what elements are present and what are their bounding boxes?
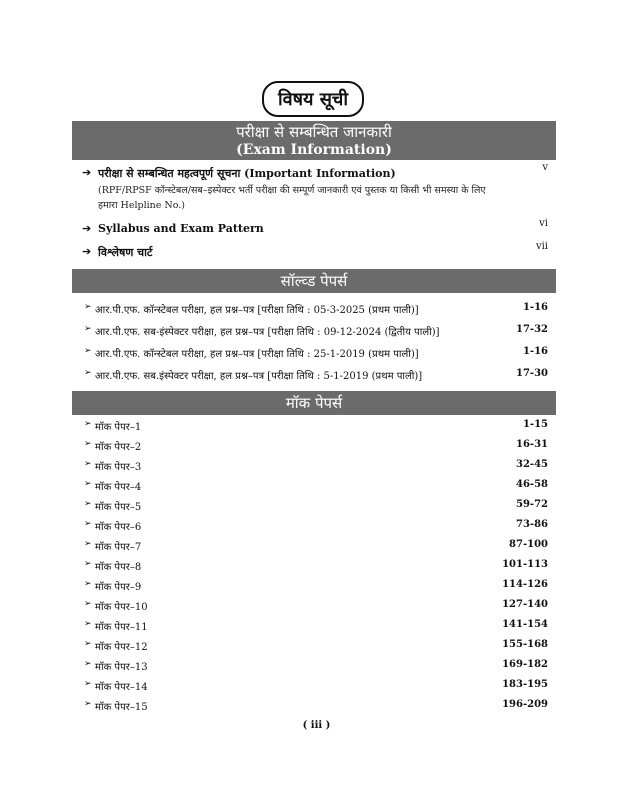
mock-paper-entry[interactable] — [84, 479, 548, 495]
entry-label: मॉक पेपर–1 — [95, 422, 142, 433]
entry-page: 87-100 — [509, 539, 548, 550]
bullet-arrow-icon: ➢ — [84, 302, 92, 312]
section-heading-english: (Exam Information) — [236, 142, 392, 158]
entry-label: आर.पी.एफ. सब-इंस्पेक्टर परीक्षा, हल प्रश्न–पत्र [परीक्षा तिथि : 09-12-2024 (द्वितीय पाली)] — [95, 327, 440, 338]
entry-label: Syllabus and Exam Pattern — [98, 222, 264, 235]
bullet-arrow-icon: ➢ — [84, 519, 92, 529]
bullet-arrow-icon: ➢ — [84, 659, 92, 669]
section-heading-hindi: परीक्षा से सम्बन्धित जानकारी — [236, 123, 392, 141]
entry-page: 1-16 — [522, 302, 548, 313]
mock-paper-entry[interactable] — [84, 679, 548, 695]
entry-page: 183-195 — [502, 679, 548, 690]
entry-page: 127-140 — [502, 599, 548, 610]
arrow-icon: ➔ — [82, 166, 92, 179]
entry-page: 1-16 — [522, 346, 548, 357]
section-header-solved-papers: सॉल्व्ड पेपर्स — [72, 269, 556, 293]
section-header-mock-papers: मॉक पेपर्स — [72, 391, 556, 415]
entry-label: मॉक पेपर–14 — [95, 682, 148, 693]
entry-label: मॉक पेपर–12 — [95, 642, 148, 653]
mock-paper-entry[interactable] — [84, 559, 548, 575]
entry-page: 114-126 — [502, 579, 548, 590]
bullet-arrow-icon: ➢ — [84, 559, 92, 569]
bullet-arrow-icon: ➢ — [84, 619, 92, 629]
entry-label: मॉक पेपर–4 — [95, 482, 142, 493]
solved-paper-entry[interactable] — [84, 324, 548, 340]
entry-page: 169-182 — [502, 659, 548, 670]
mock-paper-entry[interactable] — [84, 539, 548, 555]
entry-page: 73-86 — [516, 519, 548, 530]
entry-label: मॉक पेपर–3 — [95, 462, 142, 473]
entry-page: 16-31 — [516, 439, 548, 450]
solved-paper-entry[interactable] — [84, 302, 548, 318]
mock-paper-entry[interactable] — [84, 419, 548, 435]
mock-paper-entry[interactable] — [84, 579, 548, 595]
arrow-icon: ➔ — [82, 245, 92, 258]
entry-label: मॉक पेपर–13 — [95, 662, 148, 673]
bullet-arrow-icon: ➢ — [84, 479, 92, 489]
bullet-arrow-icon: ➢ — [84, 368, 92, 378]
bullet-arrow-icon: ➢ — [84, 459, 92, 469]
entry-page: 141-154 — [502, 619, 548, 630]
entry-label: मॉक पेपर–8 — [95, 562, 142, 573]
mock-paper-entry[interactable] — [84, 519, 548, 535]
entry-label: मॉक पेपर–7 — [95, 542, 142, 553]
entry-label: मॉक पेपर–9 — [95, 582, 142, 593]
entry-page: 1-15 — [522, 419, 548, 430]
entry-page: v — [542, 162, 548, 173]
page-number: ( iii ) — [302, 720, 331, 731]
page-title: विषय सूची — [262, 81, 364, 117]
entry-page: 101-113 — [502, 559, 548, 570]
entry-page: 59-72 — [516, 499, 548, 510]
entry-label: मॉक पेपर–10 — [95, 602, 148, 613]
entry-label: मॉक पेपर–5 — [95, 502, 142, 513]
mock-paper-entry[interactable] — [84, 599, 548, 615]
entry-label: मॉक पेपर–6 — [95, 522, 142, 533]
entry-label: मॉक पेपर–11 — [95, 622, 148, 633]
entry-page: vi — [539, 218, 548, 229]
mock-paper-entry[interactable] — [84, 439, 548, 455]
bullet-arrow-icon: ➢ — [84, 599, 92, 609]
entry-label: आर.पी.एफ. सब.इंस्पेक्टर परीक्षा, हल प्रश्न–पत्र [परीक्षा तिथि : 5-1-2019 (प्रथम पाली)] — [95, 371, 423, 382]
entry-description: (RPF/RPSF कॉन्स्टेबल/सब–इस्पेक्टर भर्ती परीक्षा की सम्पूर्ण जानकारी एवं पुस्तक या किसी भी समस्या के लिए हमारा Helpline No.) — [98, 185, 486, 211]
bullet-arrow-icon: ➢ — [84, 639, 92, 649]
entry-page: vii — [535, 241, 548, 252]
entry-page: 17-32 — [516, 324, 548, 335]
mock-paper-entry[interactable] — [84, 639, 548, 655]
entry-label: मॉक पेपर–15 — [95, 702, 148, 713]
bullet-arrow-icon: ➢ — [84, 324, 92, 334]
arrow-icon: ➔ — [82, 222, 92, 235]
mock-paper-entry[interactable] — [84, 499, 548, 515]
entry-label: आर.पी.एफ. कॉन्स्टेबल परीक्षा, हल प्रश्न–पत्र [परीक्षा तिथि : 25-1-2019 (प्रथम पाली)] — [95, 349, 419, 360]
bullet-arrow-icon: ➢ — [84, 579, 92, 589]
mock-paper-entry[interactable] — [84, 659, 548, 675]
entry-label: परीक्षा से सम्बन्धित महत्वपूर्ण सूचना (Important Information) — [98, 167, 396, 180]
entry-page: 46-58 — [516, 479, 548, 490]
solved-paper-entry[interactable] — [84, 346, 548, 362]
bullet-arrow-icon: ➢ — [84, 539, 92, 549]
entry-page: 32-45 — [516, 459, 548, 470]
solved-paper-entry[interactable] — [84, 368, 548, 384]
bullet-arrow-icon: ➢ — [84, 679, 92, 689]
bullet-arrow-icon: ➢ — [84, 699, 92, 709]
mock-paper-entry[interactable] — [84, 699, 548, 715]
bullet-arrow-icon: ➢ — [84, 419, 92, 429]
entry-label: मॉक पेपर–2 — [95, 442, 142, 453]
entry-page: 155-168 — [502, 639, 548, 650]
entry-label: विश्लेषण चार्ट — [98, 246, 153, 259]
bullet-arrow-icon: ➢ — [84, 499, 92, 509]
section-header-exam-info — [72, 121, 556, 160]
bullet-arrow-icon: ➢ — [84, 346, 92, 356]
bullet-arrow-icon: ➢ — [84, 439, 92, 449]
entry-page: 196-209 — [502, 699, 548, 710]
entry-page: 17-30 — [516, 368, 548, 379]
entry-label: आर.पी.एफ. कॉन्स्टेबल परीक्षा, हल प्रश्न–पत्र [परीक्षा तिथि : 05-3-2025 (प्रथम पाली)] — [95, 305, 419, 316]
mock-paper-entry[interactable] — [84, 619, 548, 635]
mock-paper-entry[interactable] — [84, 459, 548, 475]
